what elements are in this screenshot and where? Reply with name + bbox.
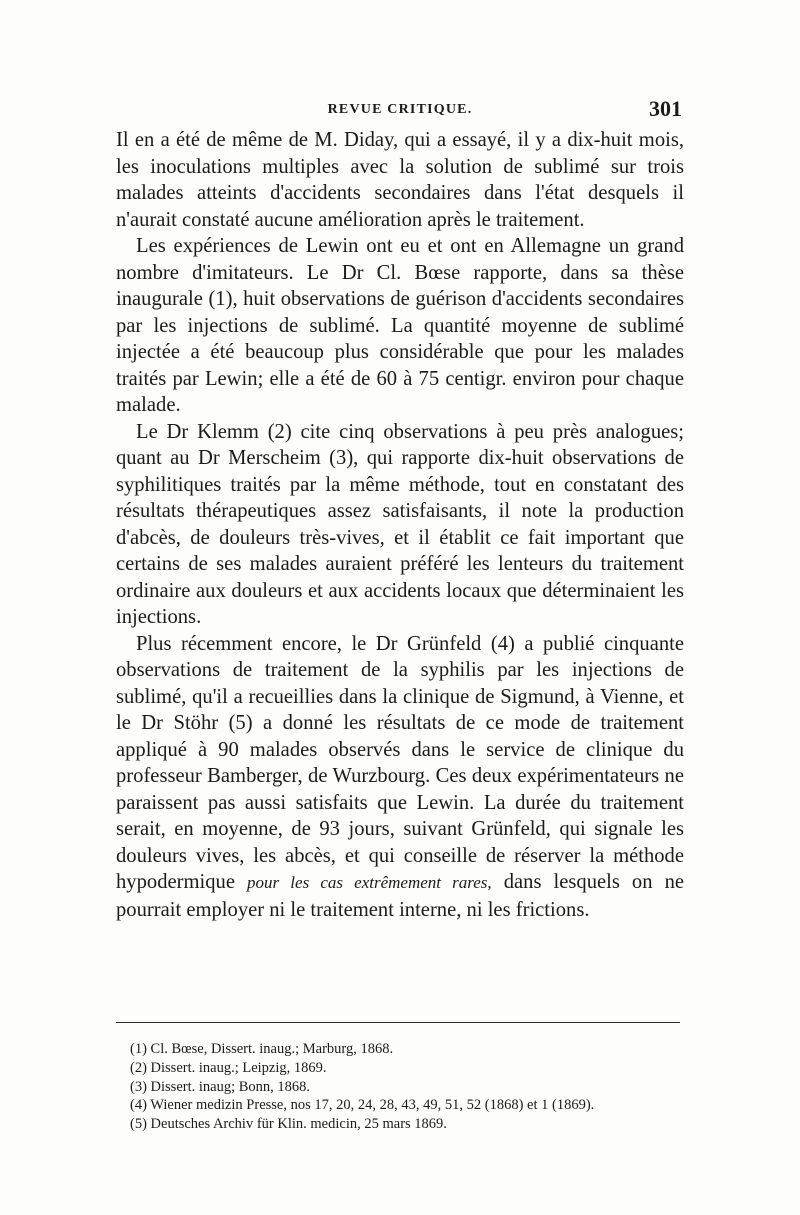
page-number: 301 <box>649 96 682 121</box>
footnote-4: (4) Wiener medizin Presse, nos 17, 20, 24, 28, 43, 49, 51, 52 (1868) et 1 (1869). <box>130 1097 595 1114</box>
paragraph-diday: Il en a été de même de M. Diday, qui a essayé, il y a dix-huit mois, les inoculations multiples avec la solution de sublimé sur trois malades atteints d'accidents secondaires dans l'état desquels il n'aurait constaté aucune amélioration après le traitement. <box>116 129 684 231</box>
page-header <box>116 98 684 124</box>
paragraph-grunfeld-stohr <box>116 631 684 924</box>
footnote-5: (5) Deutsches Archiv für Klin. medicin, 25 mars 1869. <box>130 1116 447 1133</box>
footnote-separator <box>116 1022 680 1023</box>
main-text <box>116 127 684 923</box>
paragraph-lewin-imitators: Les expériences de Lewin ont eu et ont en Allemagne un grand nombre d'imitateurs. Le Dr Cl. Bœse rapporte, dans sa thèse inaugurale (1), huit observations de guérison d'accidents secondaires par les injections de sublimé. La quantité moyenne de sublimé injectée a été beaucoup plus considérable que pour les malades traités par Lewin; elle a été de 60 à 75 centigr. environ pour chaque malade. <box>116 235 684 416</box>
running-head: REVUE CRITIQUE. <box>327 102 473 117</box>
footnote-1: (1) Cl. Bœse, Dissert. inaug.; Marburg, 1868. <box>130 1041 394 1057</box>
footnote-2: (2) Dissert. inaug.; Leipzig, 1869. <box>130 1059 327 1076</box>
italic-phrase: pour les cas extrêmement rares, <box>247 873 492 892</box>
footnote-3: (3) Dissert. inaug; Bonn, 1868. <box>130 1078 311 1095</box>
paragraph-klemm-merscheim: Le Dr Klemm (2) cite cinq observations à peu près analogues; quant au Dr Merscheim (3), qui rapporte dix-huit observations de syphilitiques traités par la même méthode, tout en constatant des résultats thérapeutiques assez satisfaisants, il note la production d'abcès, de douleurs très-vives, et il établit ce fait important que certains de ses malades auraient préféré les lenteurs du traitement ordinaire aux douleurs et aux accidents locaux que déterminaient les injections. <box>116 420 684 628</box>
paragraph-text-end: dans lesquels on ne pourrait employer ni le traitement interne, ni les frictions. <box>116 871 685 921</box>
footnotes-list <box>130 1040 690 1134</box>
paragraph-text: Plus récemment encore, le Dr Grünfeld (4) a publié cinquante observations de traitement de la syphilis par les injections de sublimé, qu'il a recueillies dans la clinique de Sigmund, à Vienne, et le Dr Stöhr (5) a donné les résultats de ce mode de traitement appliqué à 90 malades observés dans le service de clinique du professeur Bamberger, de Wurzbourg. Ces deux expérimentateurs ne paraissent pas aussi satisfaits que Lewin. La durée du traitement serait, en moyenne, de 93 jours, suivant Grünfeld, qui signale les douleurs vives, les abcès, et qui conseille de réserver la méthode hypodermique <box>116 632 684 893</box>
